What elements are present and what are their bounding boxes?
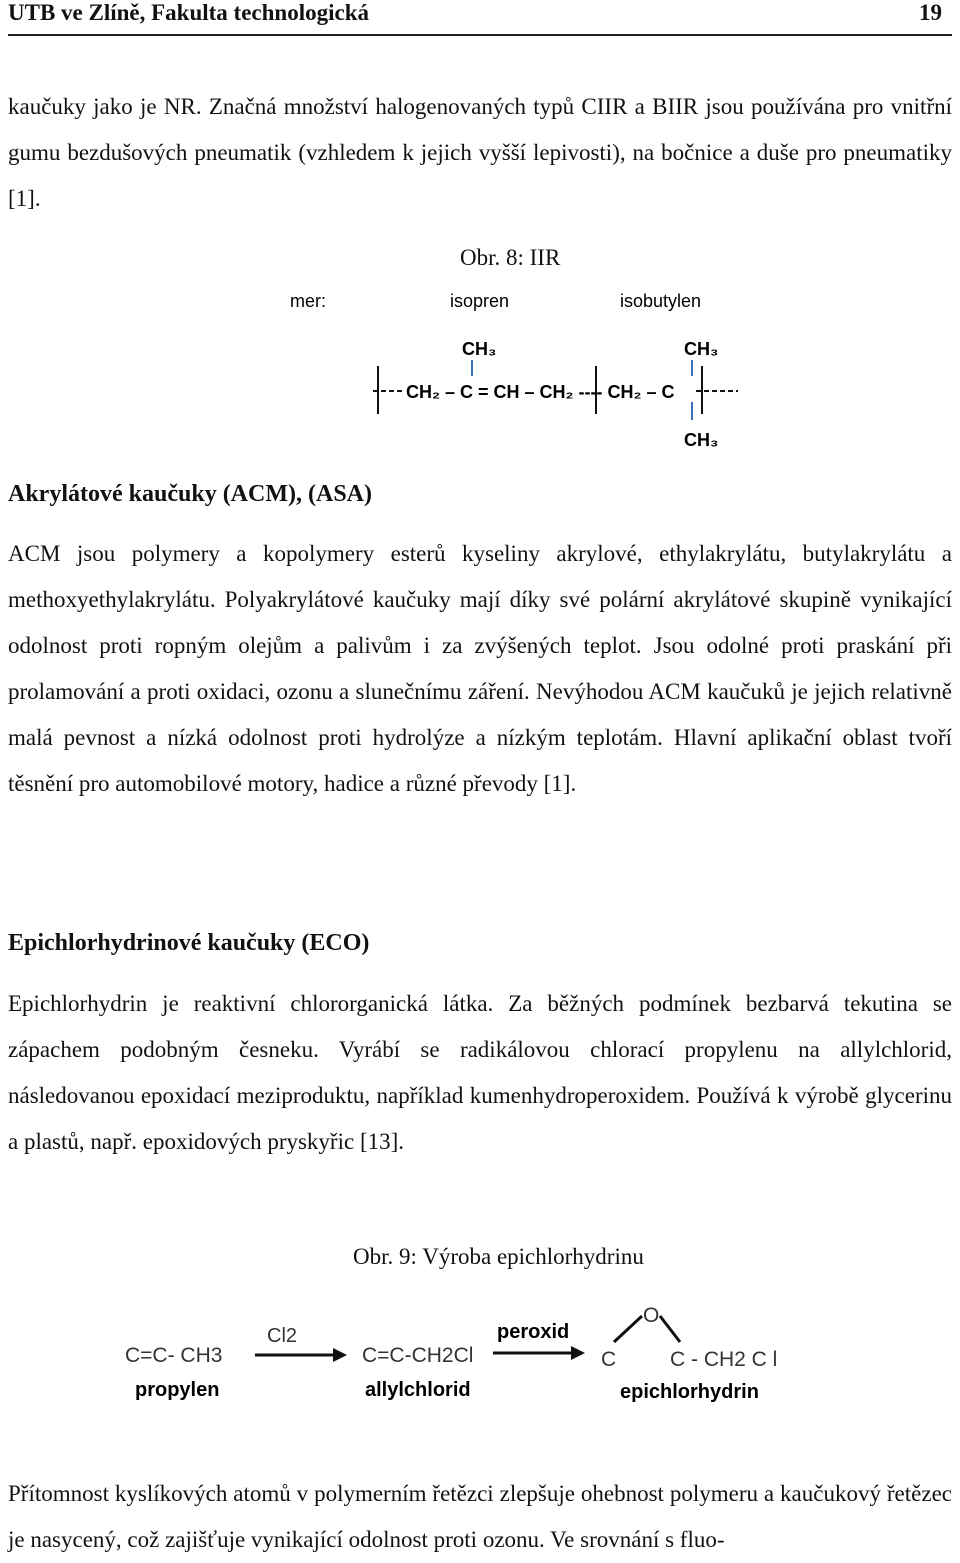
reagent-peroxid: peroxid xyxy=(497,1321,570,1343)
epoxide-chain: C - CH2 C l xyxy=(670,1348,778,1371)
figure-8-iir-structure xyxy=(280,280,760,455)
heading-acm: Akrylátové kaučuky (ACM), (ASA) xyxy=(8,481,372,507)
figure-9-reaction-scheme xyxy=(115,1298,805,1410)
paragraph-acm: ACM jsou polymery a kopolymery esterů kyseliny akrylové, ethylakrylátu, butylakrylátu a methoxyethylakrylátu. Polyakrylátové kaučuky mají díky své polární akrylátové skupině vynikající odolnost proti ropným olejům a palivům i za zvýšených teplot. Jsou odolné proti praskání při prolamování a proti oxidaci, ozonu a slunečnímu záření. Nevýhodou ACM kaučuků je jejich relativně malá pevnost a nízká odolnost proti hydrolýze a nízkým teplotám. Hlavní aplikační oblast tvoří těsnění pro automobilové motory, hadice a různé převody [1]. xyxy=(8,541,952,796)
paragraph-eco: Epichlorhydrin je reaktivní chlororganická látka. Za běžných podmínek bezbarvá tekutina se zápachem podobným česneku. Vyrábí se radikálovou chlorací propylenu na allylchlorid, následovanou epoxidací meziproduktu, například kumenhydroperoxidem. Používá k výrobě glycerinu a plastů, např. epoxidových pryskyřic [13]. xyxy=(8,991,952,1154)
epoxide-bond-right xyxy=(660,1316,680,1342)
arrow-1-head xyxy=(333,1348,347,1362)
label-mer: mer: xyxy=(290,291,326,311)
epichlorhydrin-name: epichlorhydrin xyxy=(620,1381,759,1403)
heading-eco: Epichlorhydrinové kaučuky (ECO) xyxy=(8,930,370,956)
epoxide-oxygen: O xyxy=(643,1304,660,1327)
allyl-name: allylchlorid xyxy=(365,1379,471,1401)
ch3-top-right: CH₃ xyxy=(684,339,719,359)
figure-8-caption: Obr. 8: IIR xyxy=(460,245,561,270)
allyl-formula: C=C-CH2Cl xyxy=(362,1344,474,1367)
arrow-2-head xyxy=(571,1346,585,1360)
polymer-chain: CH₂ – C = CH – CH₂ ---- CH₂ – C xyxy=(406,382,675,402)
ch3-top-left: CH₃ xyxy=(462,339,497,359)
label-isobutylen: isobutylen xyxy=(620,291,702,311)
paragraph-1: kaučuky jako je NR. Značná množství halogenovaných typů CIIR a BIIR jsou používána pro vnitřní gumu bezdušových pneumatik (vzhledem k jejich vyšší lepivosti), na bočnice a duše pro pneumatiky [1]. xyxy=(8,94,952,211)
page-header xyxy=(8,0,952,36)
epoxide-bond-left xyxy=(614,1316,642,1342)
propylene-name: propylen xyxy=(135,1379,220,1401)
paragraph-last: Přítomnost kyslíkových atomů v polymerním řetězci zlepšuje ohebnost polymeru a kaučukový řetězec je nasycený, což zajišťuje vynikající odolnost proti ozonu. Ve srovnání s fluo- xyxy=(8,1481,952,1552)
propylene-formula: C=C- CH3 xyxy=(125,1344,223,1367)
header-page-number: 19 xyxy=(919,0,942,25)
figure-9-caption: Obr. 9: Výroba epichlorhydrinu xyxy=(353,1244,644,1269)
reagent-cl2: Cl2 xyxy=(267,1325,298,1347)
ch3-bottom: CH₃ xyxy=(684,430,719,450)
header-institution: UTB ve Zlíně, Fakulta technologická xyxy=(8,0,369,25)
label-isopren: isopren xyxy=(450,291,510,311)
epoxide-carbon: C xyxy=(601,1348,617,1371)
